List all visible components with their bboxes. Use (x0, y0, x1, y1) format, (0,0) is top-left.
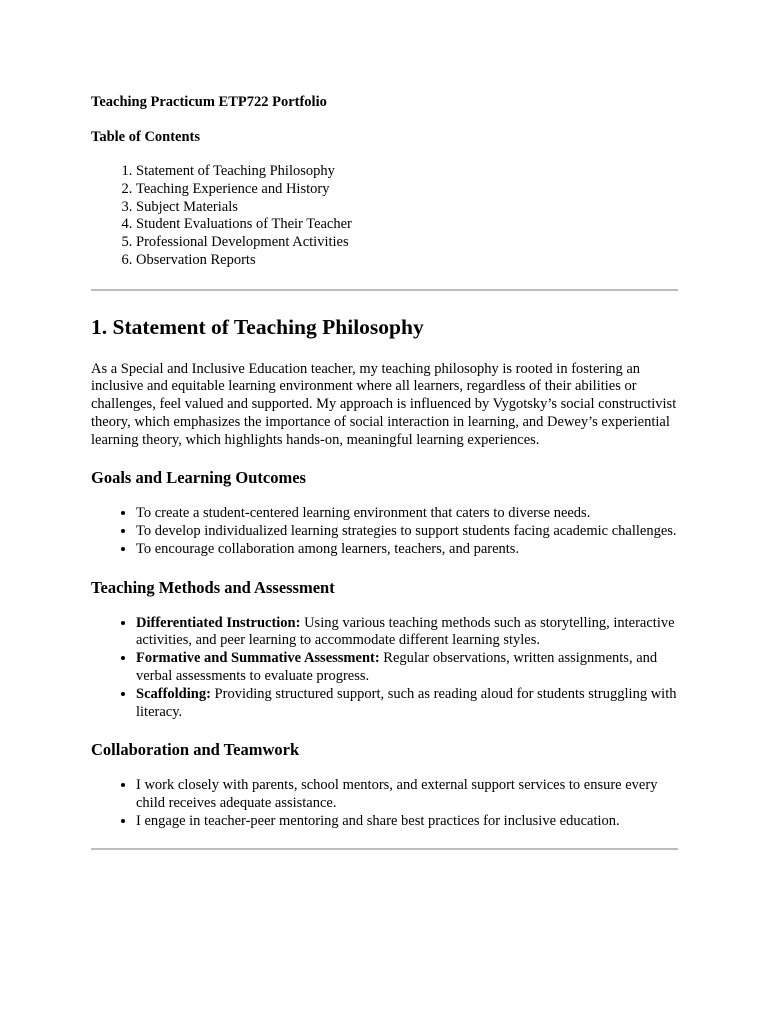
toc-heading: Table of Contents (91, 129, 201, 145)
philosophy-paragraph: As a Special and Inclusive Education teacher, my teaching philosophy is rooted in fostering an inclusive and equitable learning environment where all learners, regardless of their abilities or challenges, feel valued and supported. My approach is influenced by Vygotsky’s social constructivist theory, which emphasizes the importance of social interaction in learning, and Dewey’s experiential learning theory, which highlights hands-on, meaningful learning experiences. (91, 360, 677, 448)
goals-heading: Goals and Learning Outcomes (91, 468, 306, 488)
horizontal-divider (91, 289, 678, 291)
collaboration-list (91, 777, 678, 830)
toc-item: 3. Subject Materials (136, 199, 678, 217)
list-item: • I work closely with parents, school mentors, and external support services to ensure every child receives adequate assistance. (136, 777, 678, 813)
methods-list (91, 615, 678, 722)
list-item-term: Differentiated Instruction: (136, 614, 301, 631)
document-page (91, 93, 678, 850)
list-item (136, 650, 678, 686)
list-item (136, 686, 678, 722)
collaboration-heading: Collaboration and Teamwork (91, 740, 300, 760)
toc-item: 4. Student Evaluations of Their Teacher (136, 216, 678, 234)
document-title: Teaching Practicum ETP722 Portfolio (91, 94, 327, 110)
list-item (136, 615, 678, 651)
list-item-term: Scaffolding: (136, 685, 211, 702)
table-of-contents (91, 163, 678, 270)
toc-item: 1. Statement of Teaching Philosophy (136, 163, 678, 181)
horizontal-divider (91, 848, 678, 850)
goals-list (91, 505, 678, 558)
list-item: • To create a student-centered learning environment that caters to diverse needs. (136, 505, 678, 523)
list-item-text: Providing structured support, such as reading aloud for students struggling with literacy. (136, 685, 677, 720)
list-item-text: Using various teaching methods such as storytelling, interactive activities, and peer learning to accommodate different learning styles. (136, 614, 675, 649)
toc-item: 2. Teaching Experience and History (136, 181, 678, 199)
toc-item: 6. Observation Reports (136, 252, 678, 270)
list-item: • To encourage collaboration among learners, teachers, and parents. (136, 541, 678, 559)
toc-item: 5. Professional Development Activities (136, 234, 678, 252)
list-item-term: Formative and Summative Assessment: (136, 650, 380, 667)
list-item: • I engage in teacher-peer mentoring and share best practices for inclusive education. (136, 813, 678, 831)
list-item-text: Regular observations, written assignments, and verbal assessments to evaluate progress. (136, 650, 658, 685)
list-item: • To develop individualized learning strategies to support students facing academic challenges. (136, 523, 678, 541)
methods-heading: Teaching Methods and Assessment (91, 577, 335, 597)
section-title: 1. Statement of Teaching Philosophy (91, 314, 424, 339)
